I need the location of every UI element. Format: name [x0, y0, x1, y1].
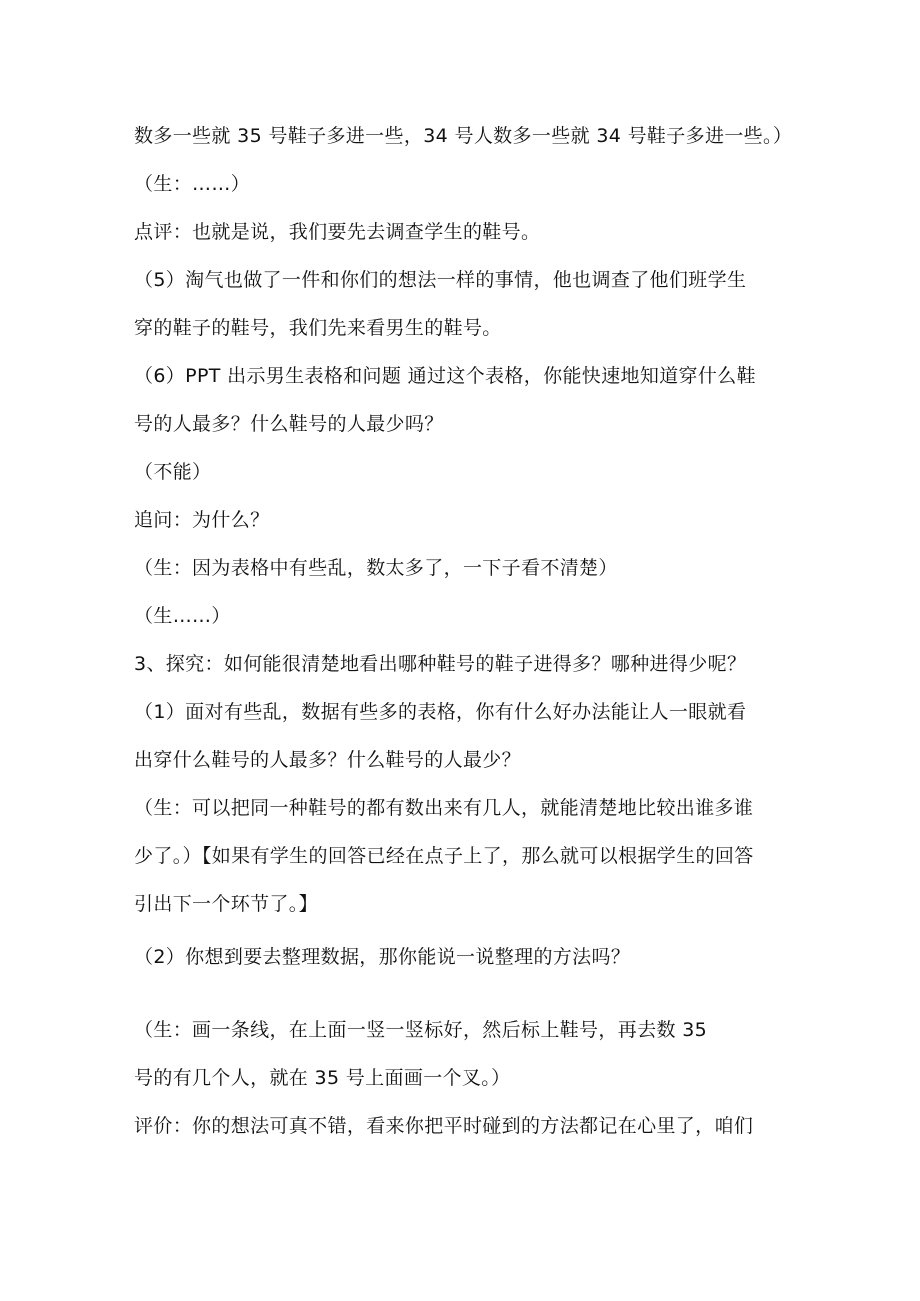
text-line: 引出下一个环节了。】 [134, 893, 319, 915]
text-line: （生……） [134, 605, 231, 627]
text-line: （2）你想到要去整理数据，那你能说一说整理的方法吗？ [134, 946, 631, 968]
text-line: 评价：你的想法可真不错，看来你把平时碰到的方法都记在心里了，咱们 [134, 1115, 754, 1137]
text-line: 追问：为什么？ [134, 509, 270, 531]
text-line: （6）PPT 出示男生表格和问题 通过这个表格，你能快速地知道穿什么鞋 [134, 365, 756, 387]
text-line: 点评：也就是说，我们要先去调查学生的鞋号。 [134, 221, 541, 243]
text-line: 穿的鞋子的鞋号，我们先来看男生的鞋号。 [134, 317, 502, 339]
text-line: 3、探究：如何能很清楚地看出哪种鞋号的鞋子进得多？哪种进得少呢？ [134, 653, 747, 675]
text-line: 少了。）【如果有学生的回答已经在点子上了，那么就可以根据学生的回答 [134, 845, 754, 867]
text-line: 出穿什么鞋号的人最多？什么鞋号的人最少？ [134, 749, 522, 771]
text-line: （生：……） [134, 173, 251, 195]
text-line: （生：可以把同一种鞋号的都有数出来有几人，就能清楚地比较出谁多谁 [134, 797, 754, 819]
text-line: （生：画一条线，在上面一竖一竖标好，然后标上鞋号，再去数 35 [134, 1019, 708, 1041]
text-line: （生：因为表格中有些乱，数太多了，一下子看不清楚） [134, 557, 618, 579]
text-line: 数多一些就 35 号鞋子多进一些，34 号人数多一些就 34 号鞋子多进一些。） [134, 125, 793, 147]
text-line: 号的有几个人，就在 35 号上面画一个叉。） [134, 1067, 511, 1089]
text-line: （不能） [134, 461, 212, 483]
text-line: （5）淘气也做了一件和你们的想法一样的事情，他也调查了他们班学生 [134, 269, 747, 291]
text-line: （1）面对有些乱，数据有些多的表格，你有什么好办法能让人一眼就看 [134, 701, 747, 723]
text-line: 号的人最多？什么鞋号的人最少吗？ [134, 413, 444, 435]
